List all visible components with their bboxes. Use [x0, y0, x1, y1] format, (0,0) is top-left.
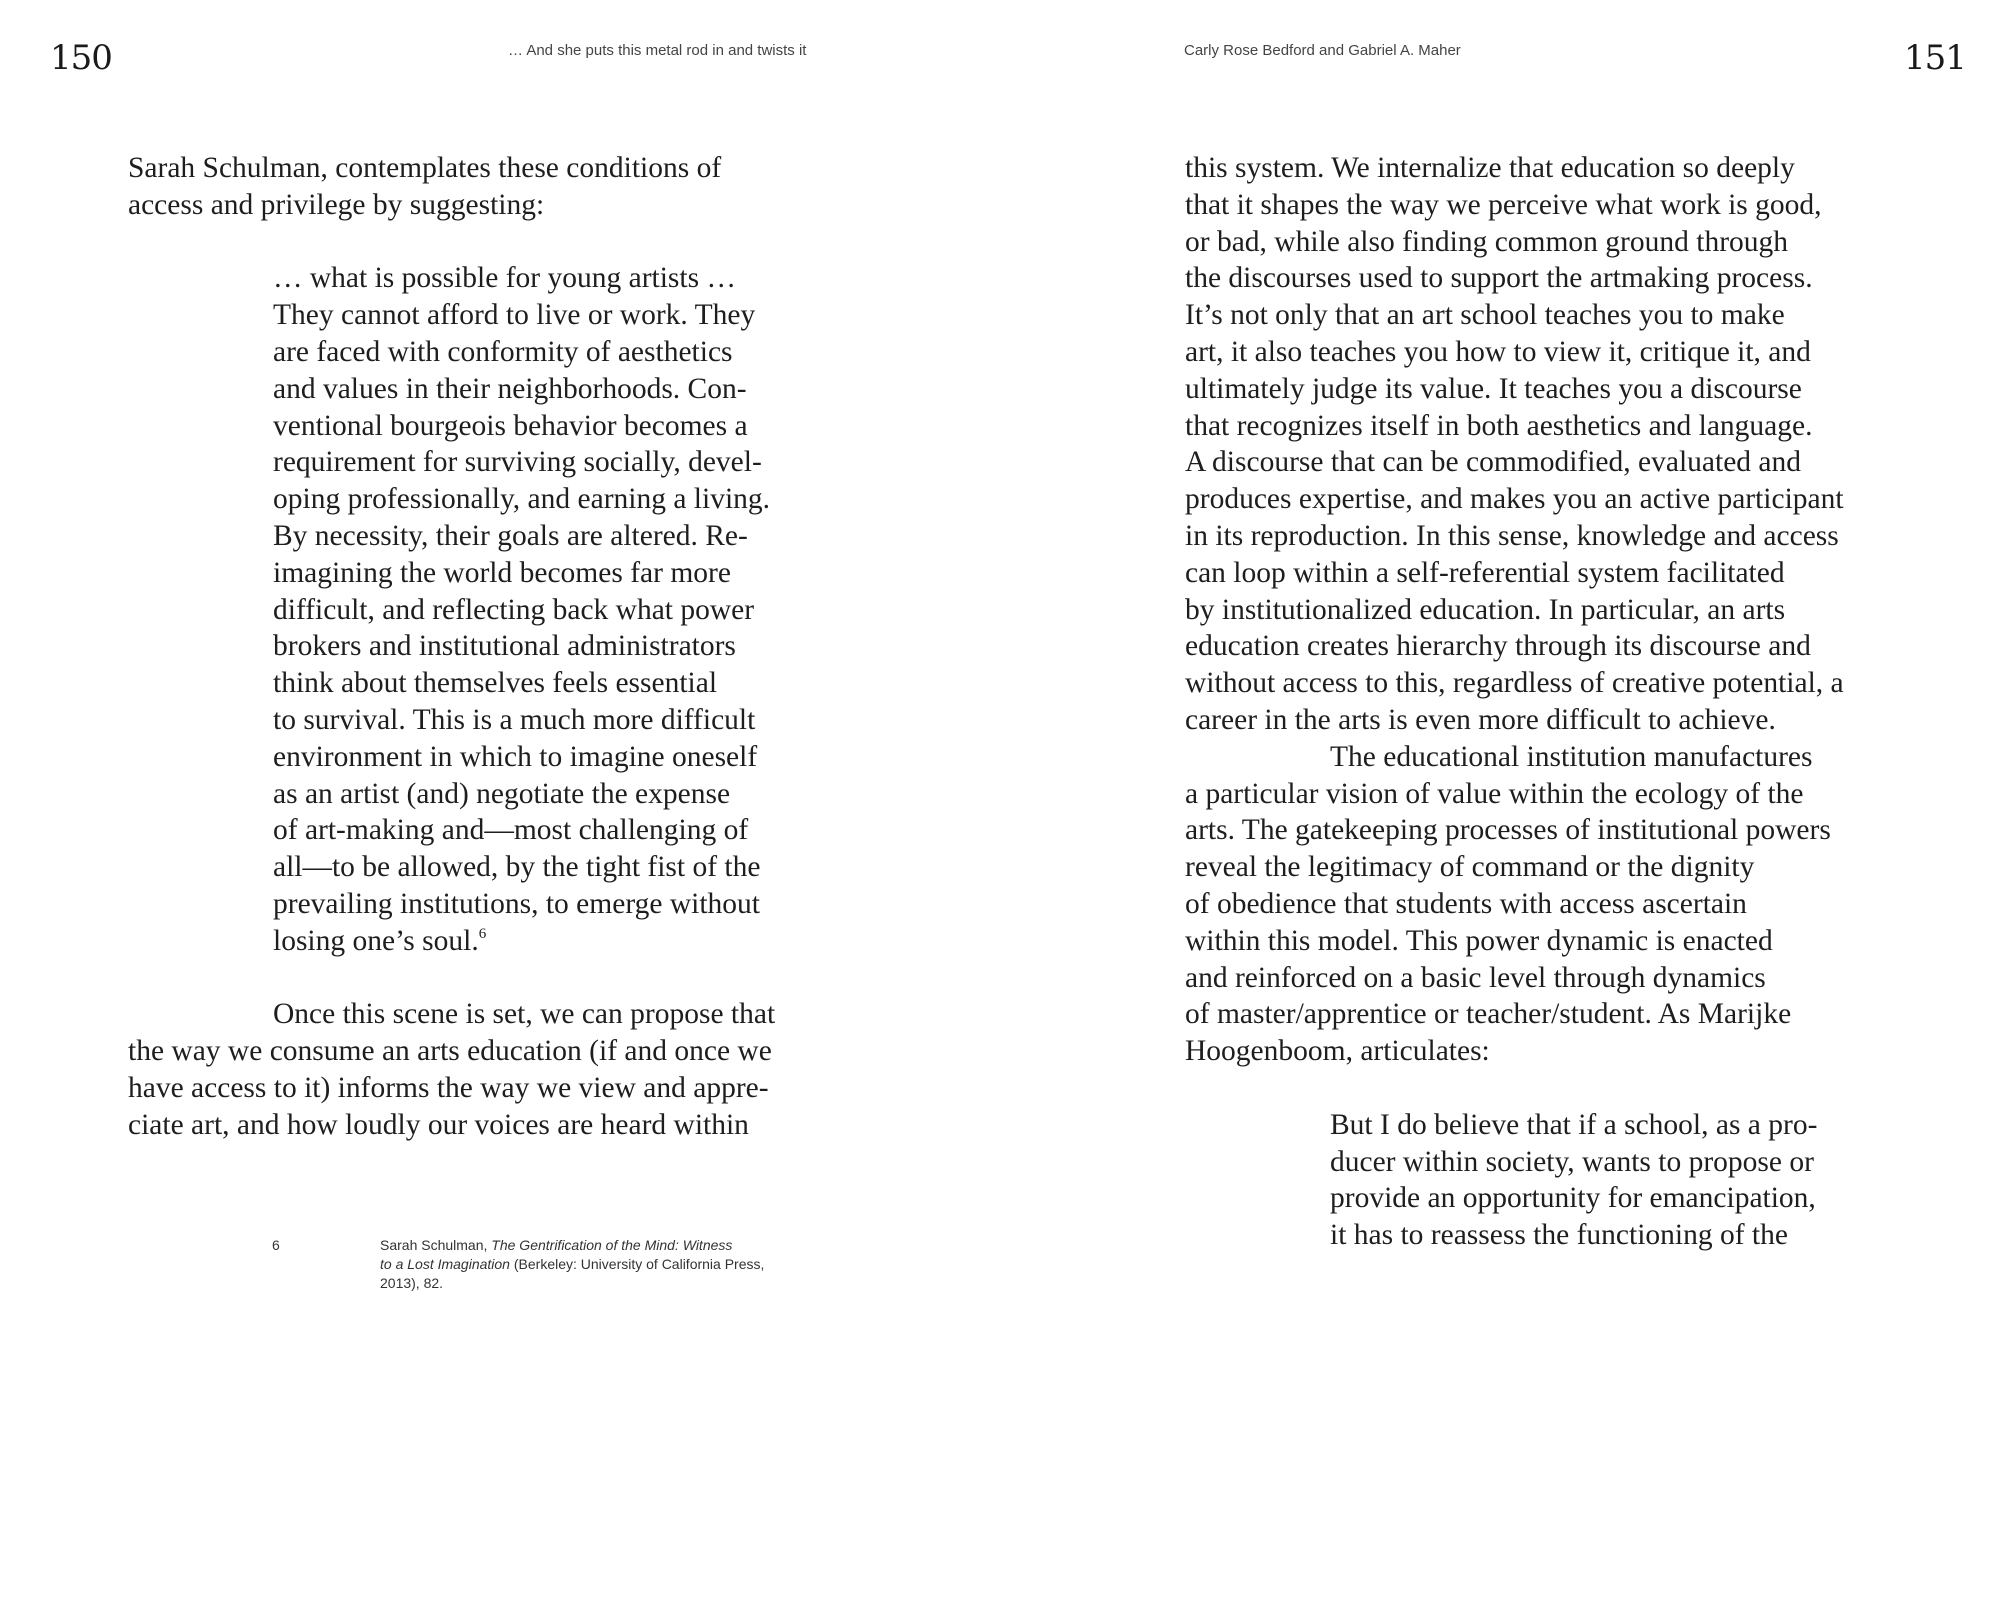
text-line: or bad, while also finding common ground through: [1185, 225, 1789, 258]
text-line: within this model. This power dynamic is enacted: [1185, 924, 1773, 957]
quote-line: of art-making and—most challenging of: [273, 814, 749, 847]
text-line: ultimately judge its value. It teaches you a discourse: [1185, 372, 1802, 405]
quote-line: brokers and institutional administrators: [273, 630, 736, 663]
text-line: education creates hierarchy through its discourse and: [1185, 630, 1811, 663]
text-line: a particular vision of value within the ecology of the: [1185, 777, 1804, 810]
quote-line: prevailing institutions, to emerge without: [273, 887, 760, 920]
footnote-year-page: 2013), 82.: [380, 1275, 444, 1291]
text-line: A discourse that can be commodified, evaluated and: [1185, 446, 1802, 479]
quote-last-text: losing one’s soul.: [273, 924, 479, 957]
footnote-marker[interactable]: 6: [478, 925, 487, 942]
paragraph-this-system: [1185, 150, 1945, 739]
footnote-title-cont: to a Lost Imagination: [380, 1256, 510, 1272]
text-line: that it shapes the way we perceive what work is good,: [1185, 188, 1822, 221]
text-line: and reinforced on a basic level through dynamics: [1185, 961, 1766, 994]
text-line: It’s not only that an art school teaches you to make: [1185, 299, 1785, 332]
text-line: in its reproduction. In this sense, knowledge and access: [1185, 519, 1839, 552]
running-head-left: … And she puts this metal rod in and twists it: [508, 42, 807, 59]
quote-line: to survival. This is a much more difficult: [273, 703, 756, 736]
text-line: without access to this, regardless of creative potential, a: [1185, 667, 1844, 700]
text-line: this system. We internalize that education so deeply: [1185, 152, 1795, 184]
text-line: produces expertise, and makes you an active participant: [1185, 483, 1844, 516]
quote-line: ducer within society, wants to propose or: [1330, 1145, 1814, 1178]
text-line: art, it also teaches you how to view it, critique it, and: [1185, 335, 1811, 368]
quote-line: think about themselves feels essential: [273, 667, 718, 700]
text-line: ciate art, and how loudly our voices are heard within: [128, 1108, 749, 1141]
text-line: Sarah Schulman, contemplates these conditions of: [128, 152, 722, 184]
footnote-text: [380, 1236, 840, 1293]
quote-line: are faced with conformity of aesthetics: [273, 335, 733, 368]
quote-line: it has to reassess the functioning of the: [1330, 1219, 1788, 1252]
quote-line: all—to be allowed, by the tight fist of the: [273, 851, 761, 884]
blockquote-hoogenboom: [1330, 1107, 1945, 1254]
text-line: access and privilege by suggesting:: [128, 188, 545, 221]
text-line: The educational institution manufactures: [1330, 740, 1813, 773]
right-page-body: [1185, 150, 1945, 1614]
text-line: have access to it) informs the way we view and appre-: [128, 1071, 769, 1104]
text-line: the way we consume an arts education (if and once we: [128, 1035, 772, 1068]
quote-line: … what is possible for young artists …: [273, 262, 736, 295]
paragraph-educational-institution: [1185, 739, 1945, 1070]
footnote-title: The Gentrification of the Mind: Witness: [491, 1237, 733, 1253]
quote-line: provide an opportunity for emancipation,: [1330, 1182, 1816, 1215]
quote-line: requirement for surviving socially, devel-: [273, 446, 762, 479]
blockquote-schulman: [273, 260, 848, 959]
text-line: of master/apprentice or teacher/student. As Marijke: [1185, 998, 1792, 1031]
quote-line: By necessity, their goals are altered. Re-: [273, 519, 748, 552]
quote-line: imagining the world becomes far more: [273, 556, 731, 589]
page-number-right: 151: [1904, 38, 1966, 78]
text-line: of obedience that students with access ascertain: [1185, 887, 1747, 920]
left-page-body: [128, 150, 848, 1614]
text-line: career in the arts is even more difficult to achieve.: [1185, 703, 1776, 736]
text-line: by institutionalized education. In particular, an arts: [1185, 593, 1786, 626]
text-line: reveal the legitimacy of command or the dignity: [1185, 851, 1755, 884]
quote-line: and values in their neighborhoods. Con-: [273, 372, 747, 405]
quote-line: ventional bourgeois behavior becomes a: [273, 409, 748, 442]
paragraph-once-this-scene: [128, 996, 848, 1143]
running-head-right: Carly Rose Bedford and Gabriel A. Maher: [1184, 42, 1461, 59]
quote-line: [273, 923, 848, 960]
footnote-publisher: (Berkeley: University of California Press,: [509, 1256, 765, 1272]
quote-line: as an artist (and) negotiate the expense: [273, 777, 731, 810]
intro-paragraph: [128, 150, 848, 224]
text-line: Once this scene is set, we can propose that: [273, 998, 776, 1031]
quote-line: But I do believe that if a school, as a pro-: [1330, 1108, 1818, 1141]
footnote-6: [272, 1236, 872, 1296]
quote-line: environment in which to imagine oneself: [273, 740, 758, 773]
quote-line: oping professionally, and earning a living.: [273, 483, 771, 516]
text-line: that recognizes itself in both aesthetics and language.: [1185, 409, 1813, 442]
page-number-left: 150: [50, 38, 112, 78]
text-line: arts. The gatekeeping processes of institutional powers: [1185, 814, 1831, 847]
text-line: the discourses used to support the artmaking process.: [1185, 262, 1813, 295]
quote-line: difficult, and reflecting back what power: [273, 593, 755, 626]
footnote-number: 6: [272, 1237, 280, 1253]
text-line: can loop within a self-referential system facilitated: [1185, 556, 1785, 589]
quote-line: They cannot afford to live or work. They: [273, 299, 756, 332]
text-line: Hoogenboom, articulates:: [1185, 1035, 1490, 1068]
footnote-author: Sarah Schulman,: [380, 1237, 492, 1253]
